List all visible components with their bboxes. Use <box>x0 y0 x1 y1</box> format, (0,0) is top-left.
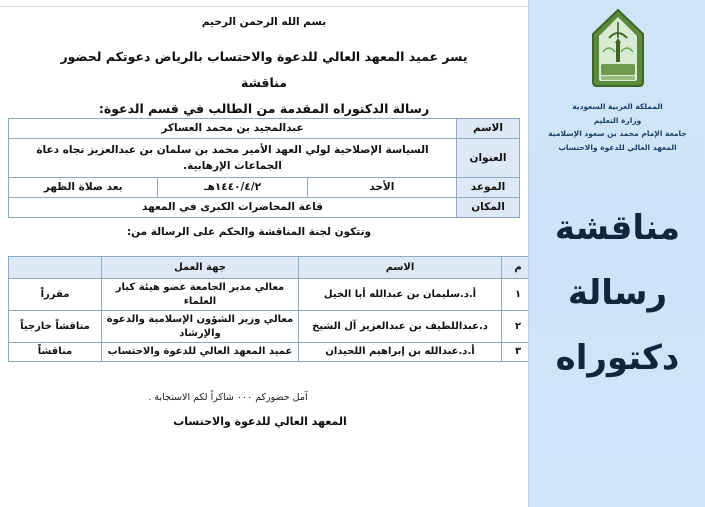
basmala-line: بسم الله الرحمن الرحيم <box>201 16 327 28</box>
committee-name: أ.د.سليمان بن عبدالله أبا الخيل <box>299 279 502 311</box>
info-value-day: الأحد <box>307 178 456 198</box>
event-title-line-2: رسالة <box>567 273 668 313</box>
committee-num: ١ <box>502 279 535 311</box>
info-value-time: بعد صلاة الظهر <box>9 178 158 198</box>
info-value-name: عبدالمجيد بن محمد العساكر <box>9 119 457 139</box>
info-value-title: السياسة الإصلاحية لولي العهد الأمير محمد بن سلمان بن عبدالعزيز تجاه دعاة الجماعات الإرهابية. <box>9 139 457 178</box>
institution-line-1: المملكة العربية السعودية <box>572 102 663 111</box>
table-row <box>9 311 535 343</box>
event-title <box>529 196 705 391</box>
committee-header-org: جهة العمل <box>102 257 299 279</box>
top-divider <box>0 6 528 7</box>
event-title-line-1: مناقشة <box>554 208 681 248</box>
table-row <box>9 139 520 178</box>
event-title-line-3: دكتوراه <box>555 338 680 378</box>
committee-name: د.عبداللطيف بن عبدالعزيز آل الشيخ <box>299 311 502 343</box>
committee-role: مناقشاً <box>9 343 102 362</box>
invitation-line-1: يسر عميد المعهد العالي للدعوة والاحتساب بالرياض دعوتكم لحضور مناقشة <box>60 49 468 90</box>
institution-line-3: جامعة الإمام محمد بن سعود الإسلامية <box>548 129 687 138</box>
closing-text: آمل حضوركم ٠٠٠ شاكراً لكم الاستجابة . <box>148 392 308 403</box>
committee-org: معالي مدير الجامعة عضو هيئة كبار العلماء <box>102 279 299 311</box>
table-row <box>9 119 520 139</box>
committee-lead-text: وتتكون لجنة المناقشة والحكم على الرسالة من: <box>126 226 372 238</box>
institution-line-4: المعهد العالي للدعوة والاحتساب <box>558 142 677 152</box>
institution-lines <box>529 100 705 154</box>
committee-header-name: الاسم <box>299 257 502 279</box>
thesis-info-table <box>8 118 520 218</box>
info-label-name: الاسم <box>457 119 520 139</box>
committee-header-num: م <box>502 257 535 279</box>
committee-num: ٢ <box>502 311 535 343</box>
signature-text: المعهد العالي للدعوة والاحتساب <box>173 415 347 428</box>
info-value-place: قاعة المحاضرات الكبرى في المعهد <box>9 198 457 218</box>
info-label-place: المكان <box>457 198 520 218</box>
institution-line-2: وزارة التعليم <box>593 115 642 125</box>
committee-org: معالي وزير الشؤون الإسلامية والدعوة والإرشاد <box>102 311 299 343</box>
table-row <box>9 279 535 311</box>
invitation-paragraph <box>52 44 476 122</box>
committee-role: مناقشاً خارجياً <box>9 311 102 343</box>
committee-org: عميد المعهد العالي للدعوة والاحتساب <box>102 343 299 362</box>
committee-header-role <box>9 257 102 279</box>
info-value-date: ١٤٤٠/٤/٢هـ <box>158 178 307 198</box>
table-row <box>9 178 520 198</box>
university-emblem-icon <box>589 8 647 88</box>
committee-header-row <box>9 257 535 279</box>
info-label-date: الموعد <box>457 178 520 198</box>
invitation-line-2: رسالة الدكتوراه المقدمة من الطالب في قسم الدعوة: <box>98 101 430 116</box>
emblem-container <box>529 8 705 88</box>
committee-role: مقرراً <box>9 279 102 311</box>
table-row <box>9 343 535 362</box>
committee-num: ٣ <box>502 343 535 362</box>
committee-name: أ.د.عبدالله بن إبراهيم اللحيدان <box>299 343 502 362</box>
info-label-title: العنوان <box>457 139 520 178</box>
letterhead-panel <box>528 0 705 507</box>
committee-table <box>8 256 535 362</box>
table-row <box>9 198 520 218</box>
